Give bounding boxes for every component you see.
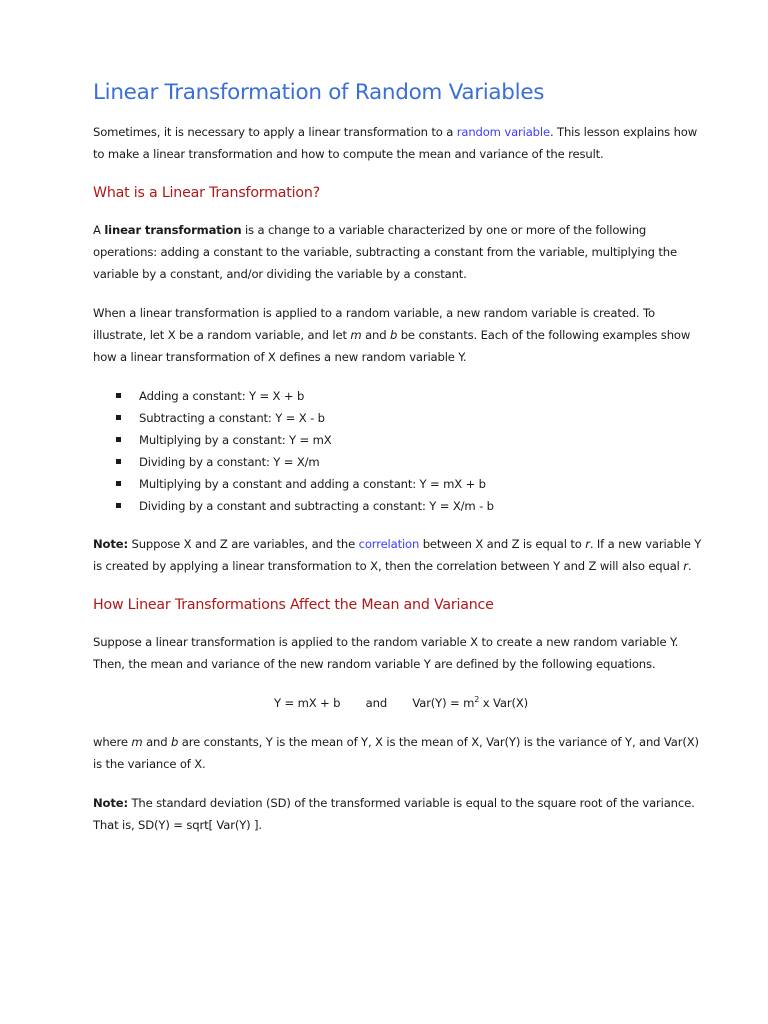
variance-equation-post: x Var(X) [479,696,529,710]
intro-text-2: . This lesson explains how to make a linear transformation and how to compute the mean and variance of the result. [93,125,698,161]
variance-equation-pre: Var(Y) = m [412,696,475,710]
constants-text-2: and [142,735,171,749]
variable-r: r [585,537,590,551]
constants-text-3: are constants, Y is the mean of Y, X is the mean of X, Var(Y) is the variance of Y, and Var(X) is the variance of X. [93,735,699,771]
equation-and: and [365,696,388,710]
section-heading-linear-transformation: What is a Linear Transformation? [93,185,321,201]
page-title: Linear Transformation of Random Variables [93,80,545,105]
correlation-note [93,533,708,577]
list-item-text: Dividing by a constant and subtracting a constant: Y = X/m - b [139,499,494,513]
illustration-text-1: When a linear transformation is applied to a random variable, a new random variable is created. To illustrate, let X be a random variable, and let [93,306,655,342]
equation [93,692,708,714]
list-item [93,451,708,473]
list-item-text: Multiplying by a constant and adding a constant: Y = mX + b [139,477,486,491]
intro-text-1: Sometimes, it is necessary to apply a linear transformation to a [93,125,457,139]
list-item [93,473,708,495]
mean-variance-paragraph: Suppose a linear transformation is applied to the random variable X to create a new random variable Y. Then, the mean and variance of the new random variable Y are defined by the following equations. [93,635,679,671]
linear-transformation-term: linear transformation [104,223,242,237]
standard-deviation-note [93,792,708,836]
note-text-4: . [687,559,692,573]
list-item-text: Dividing by a constant: Y = X/m [139,455,320,469]
list-item-text: Multiplying by a constant: Y = mX [139,433,332,447]
bullet-icon [116,503,121,508]
note-text-3: . If a new variable Y is created by applying a linear transformation to X, then the correlation between Y and Z will also equal [93,537,702,573]
note-text: The standard deviation (SD) of the transformed variable is equal to the square root of the variance. That is, SD(Y) = sqrt[ Var(Y) ]. [93,796,695,832]
bullet-icon [116,459,121,464]
note-label: Note: [93,537,128,551]
constants-paragraph [93,731,708,775]
note-text-1: Suppose X and Z are variables, and the [127,537,359,551]
note-text-2: between X and Z is equal to [419,537,586,551]
illustration-text-3: be constants. Each of the following examples show how a linear transformation of X defines a new random variable Y. [93,328,691,364]
list-item [93,495,708,517]
intro-paragraph [93,121,708,165]
section-heading-mean-variance: How Linear Transformations Affect the Mean and Variance [93,597,494,613]
list-item [93,385,708,407]
note-label: Note: [93,796,128,810]
definition-text-post: is a change to a variable characterized by one or more of the following operations: adding a constant to the variable, subtracting a constant from the variable, multiplying the variable by a constant, and/or dividing the variable by a constant. [93,223,677,281]
correlation-link[interactable]: correlation [358,537,420,551]
constants-text-1: where [93,735,132,749]
bullet-icon [116,415,121,420]
illustration-text-2: and [361,328,390,342]
bullet-icon [116,481,121,486]
random-variable-link[interactable]: random variable [456,125,550,139]
document-content [93,76,708,853]
list-item-text: Adding a constant: Y = X + b [139,389,305,403]
definition-text-pre: A [93,223,105,237]
constant-m: m [131,735,143,749]
list-item [93,407,708,429]
illustration-paragraph [93,302,708,368]
variance-equation [412,696,528,710]
bullet-icon [116,437,121,442]
list-item [93,429,708,451]
list-item-text: Subtracting a constant: Y = X - b [139,411,325,425]
constant-b: b [171,735,179,749]
mean-equation: Y = mX + b [274,696,341,710]
constant-m: m [350,328,362,342]
constant-b: b [389,328,398,342]
examples-list [93,385,708,517]
definition-paragraph [93,219,708,285]
variable-r: r [683,559,688,573]
exponent: 2 [474,695,480,704]
bullet-icon [116,393,121,398]
